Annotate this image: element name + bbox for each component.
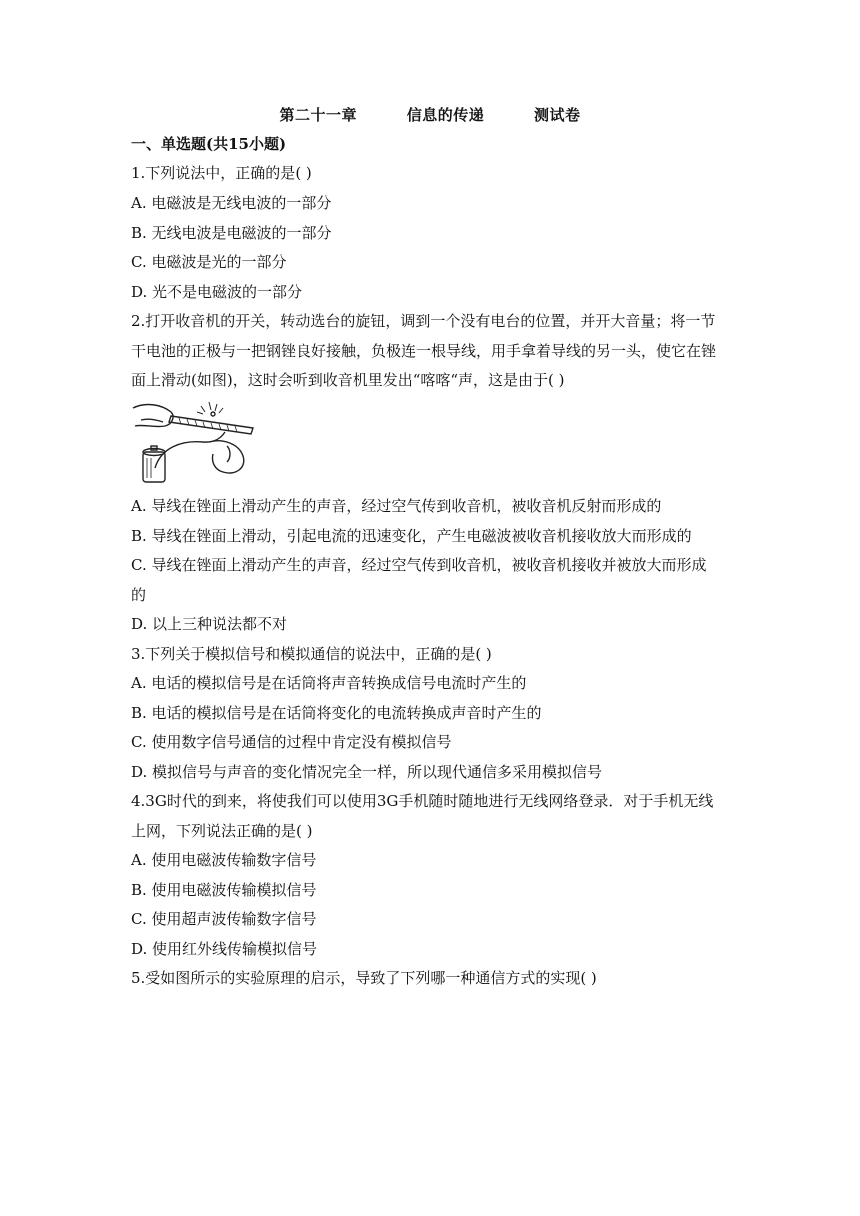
question-3-option-c: C. 使用数字信号通信的过程中肯定没有模拟信号 (131, 733, 452, 751)
title-chapter: 第二十一章 (279, 106, 357, 124)
question-3-option-b: B. 电话的模拟信号是在话筒将变化的电流转换成声音时产生的 (131, 704, 542, 722)
question-2-stem-line-1: 2.打开收音机的开关，转动选台的旋钮，调到一个没有电台的位置，并开大音量；将一节 (131, 312, 716, 330)
question-1-option-c: C. 电磁波是光的一部分 (131, 253, 287, 271)
question-1-option-a: A. 电磁波是无线电波的一部分 (131, 194, 332, 212)
section-heading: 一、单选题(共15小题) (131, 135, 287, 153)
title-test: 测试卷 (533, 106, 581, 124)
question-3-option-d: D. 模拟信号与声音的变化情况完全一样，所以现代通信多采用模拟信号 (131, 763, 603, 781)
question-1-option-b: B. 无线电波是电磁波的一部分 (131, 224, 332, 242)
question-2-option-a: A. 导线在锉面上滑动产生的声音，经过空气传到收音机，被收音机反射而形成的 (131, 497, 662, 515)
title-topic: 信息的传递 (406, 106, 485, 124)
question-2-stem-line-2: 干电池的正极与一把钢锉良好接触，负极连一根导线，用手拿着导线的另一头，使它在锉 (131, 342, 717, 360)
file-and-battery-figure (131, 398, 257, 486)
question-4-stem-line-2: 上网，下列说法正确的是( ) (131, 822, 313, 840)
question-1-stem: 1.下列说法中，正确的是( ) (131, 164, 312, 182)
question-2-option-c-line-1: C. 导线在锉面上滑动产生的声音，经过空气传到收音机，被收音机接收并被放大而形成 (131, 556, 707, 574)
question-1-option-d: D. 光不是电磁波的一部分 (131, 283, 303, 301)
question-2-stem-line-3: 面上滑动(如图)，这时会听到收音机里发出“喀喀“声，这是由于( ) (131, 371, 565, 389)
question-2-option-c-line-2: 的 (131, 586, 147, 604)
question-3-option-a: A. 电话的模拟信号是在话筒将声音转换成信号电流时产生的 (131, 674, 527, 692)
question-4-option-b: B. 使用电磁波传输模拟信号 (131, 881, 317, 899)
question-4-option-d: D. 使用红外线传输模拟信号 (131, 940, 318, 958)
question-4-option-a: A. 使用电磁波传输数字信号 (131, 851, 317, 869)
page-title (0, 104, 860, 125)
question-4-option-c: C. 使用超声波传输数字信号 (131, 910, 317, 928)
question-2-option-b: B. 导线在锉面上滑动，引起电流的迅速变化，产生电磁波被收音机接收放大而形成的 (131, 527, 692, 545)
question-3-stem: 3.下列关于模拟信号和模拟通信的说法中，正确的是( ) (131, 645, 492, 663)
question-5-stem: 5.受如图所示的实验原理的启示，导致了下列哪一种通信方式的实现( ) (131, 969, 597, 987)
question-2-option-d: D. 以上三种说法都不对 (131, 615, 288, 633)
question-4-stem-line-1: 4.3G时代的到来，将使我们可以使用3G手机随时随地进行无线网络登录．对于手机无线 (131, 792, 714, 810)
